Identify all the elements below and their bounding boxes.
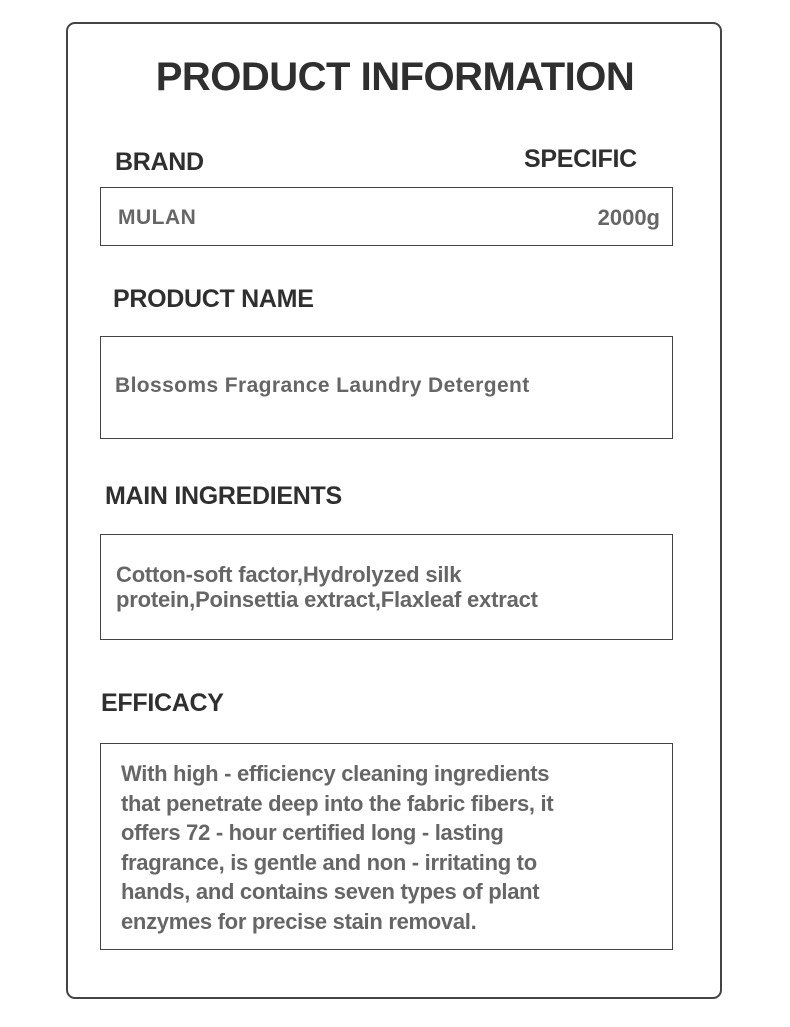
product-name-box (100, 336, 673, 439)
ingredients-line: Cotton-soft factor,Hydrolyzed silk (116, 562, 462, 587)
product-name-value: Blossoms Fragrance Laundry Detergent (115, 374, 530, 397)
specific-value: 2000g (597, 205, 660, 230)
product-name-label: PRODUCT NAME (113, 285, 314, 313)
specific-label: SPECIFIC (524, 145, 637, 173)
page-title: PRODUCT INFORMATION (155, 55, 635, 99)
efficacy-label: EFFICACY (101, 689, 224, 717)
efficacy-line: hands, and contains seven types of plant (121, 879, 540, 905)
brand-value: MULAN (118, 206, 197, 229)
efficacy-line: offers 72 - hour certified long - lasting (121, 820, 504, 846)
efficacy-line: fragrance, is gentle and non - irritating to (121, 849, 537, 875)
efficacy-line: that penetrate deep into the fabric fibers, it (121, 790, 554, 816)
efficacy-line: With high - efficiency cleaning ingredients (121, 761, 550, 786)
efficacy-text (121, 759, 553, 937)
efficacy-line: enzymes for precise stain removal. (121, 908, 477, 934)
ingredients-line: protein,Poinsettia extract,Flaxleaf extract (116, 587, 538, 612)
main-ingredients-text (116, 562, 538, 612)
brand-label: BRAND (115, 148, 204, 176)
main-ingredients-box (100, 534, 673, 640)
brand-specific-box (100, 187, 673, 246)
efficacy-box (100, 743, 673, 950)
main-ingredients-label: MAIN INGREDIENTS (105, 482, 342, 510)
